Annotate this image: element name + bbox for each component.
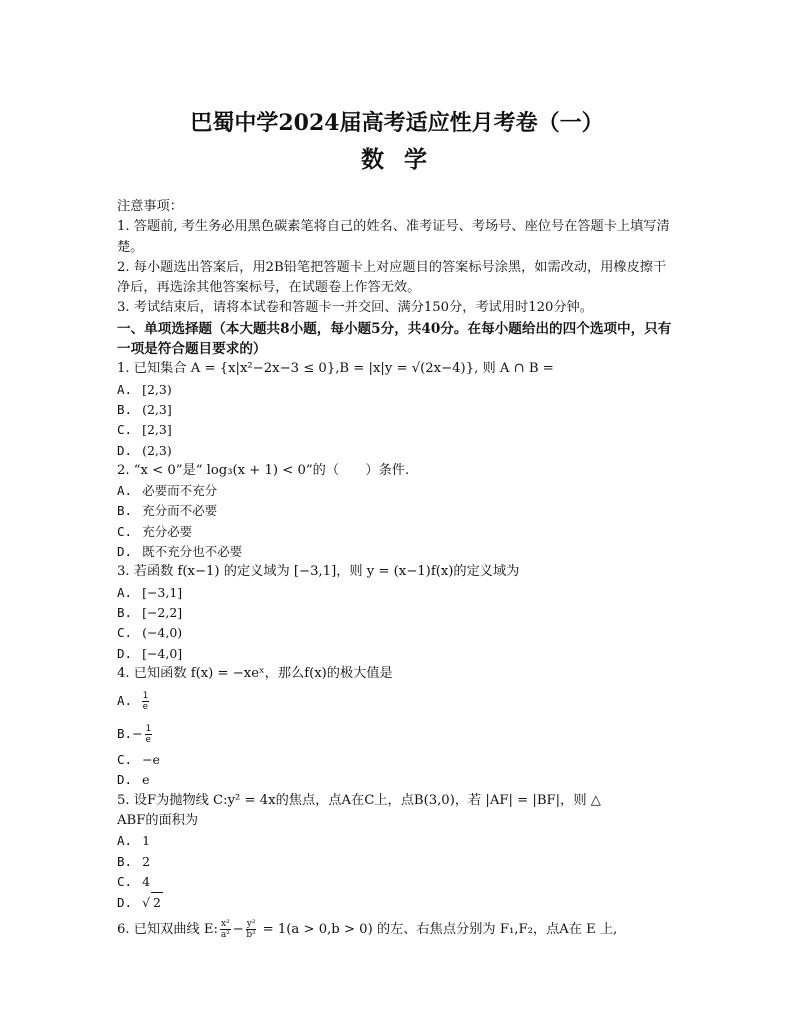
question-1 — [117, 359, 672, 379]
q2-option-a: A. 必要而不充分 — [117, 483, 218, 499]
q1-option-d: D. (2,3) — [117, 442, 172, 458]
q2-option-d: D. 既不充分也不必要 — [117, 544, 243, 560]
q3-option-a: A. [−3,1] — [117, 584, 183, 600]
q4-option-a: A. $\frac{1}{e}$ — [117, 691, 149, 713]
fraction: $\frac{\text{y²}}{\text{b²}}$ — [246, 918, 256, 940]
q1-suffix: 则 A ∩ B = — [482, 361, 554, 377]
notice-item-1: 1. 答题前, 考生务必用黑色碳素笔将自己的姓名、准考证号、考场号、座位号在答题卡上填写清楚。 — [117, 219, 670, 255]
notice-item-2: 2. 每小题选出答案后，用2B铅笔把答题卡上对应题目的答案标号涂黑，如需改动，用橡皮擦干净后，再选涂其他答案标号，在试题卷上作答无效。 — [117, 259, 667, 296]
question-3: 3. 若函数 f(x−1) 的定义域为 [−3,1]，则 y = (x−1)f(x)的定义域为 — [117, 564, 520, 580]
question-6: 6. 已知双曲线 E: $\frac{\text{x²}}{\text{a²}}$ − $\frac{\text{y²}}{\text{b²}}$ = 1(a > 0,b > 0) 的左、右焦点分别为 F₁,F₂，点A在 E 上, — [117, 918, 618, 940]
q3-option-d: D. [−4,0] — [117, 645, 183, 661]
q3-option-b: B. [−2,2] — [117, 604, 183, 620]
q5-option-d: D. √ 2 — [117, 892, 672, 912]
sqrt-radicand: 2 — [151, 892, 163, 913]
exam-title: 巴蜀中学2024届高考适应性月考卷（一） — [190, 110, 604, 136]
q1-option-b: B. (2,3] — [117, 401, 172, 417]
question-2: 2. “x < 0”是“ log₃(x + 1) < 0”的（ ）条件. — [117, 462, 410, 478]
subject-title: 数 学 — [360, 146, 433, 173]
q2-option-b: B. 充分而不必要 — [117, 503, 218, 519]
section-heading: 一、单项选择题（本大题共8小题，每小题5分，共40分。在每小题给出的四个选项中，只有一项是符合题目要求的） — [117, 320, 672, 358]
q4-option-b: B.− $\frac{1}{e}$ — [117, 724, 151, 746]
notice-item-3: 3. 考试结束后，请将本试卷和答题卡一并交回、满分150分，考试用时120分钟。 — [117, 300, 593, 316]
q2-option-c: C. 充分必要 — [117, 523, 193, 539]
q5-option-a: A. 1 — [117, 833, 151, 849]
q1-option-c: C. [2,3] — [117, 422, 172, 438]
q4-option-c: C. −e — [117, 752, 160, 768]
question-5-line-2: ABF的面积为 — [117, 813, 199, 829]
question-5-line-1: 5. 设F为抛物线 C:y² = 4x的焦点，点A在C上，点B(3,0)，若 |AF| = |BF|，则 △ — [117, 792, 601, 808]
notice-heading: 注意事项： — [117, 199, 183, 214]
q5-option-b: B. 2 — [117, 853, 151, 869]
q5-option-c: C. 4 — [117, 873, 151, 889]
fraction: $\frac{1}{e}$ — [145, 724, 151, 746]
q1-option-a: A. [2,3) — [117, 381, 172, 397]
fraction: $\frac{\text{x²}}{\text{a²}}$ — [220, 918, 230, 940]
fraction: $\frac{1}{e}$ — [142, 691, 149, 713]
q1-prefix: 1. 已知集合 — [117, 361, 187, 377]
exam-body — [117, 197, 672, 946]
q4-option-d: D. e — [117, 772, 150, 788]
question-4: 4. 已知函数 f(x) = −xeˣ，那么f(x)的极大值是 — [117, 665, 393, 681]
q3-option-c: C. (−4,0) — [117, 625, 183, 641]
q1-math: A = {x|x²−2x−3 ≤ 0},B = |x|y = √(2x−4)}, — [190, 361, 479, 377]
